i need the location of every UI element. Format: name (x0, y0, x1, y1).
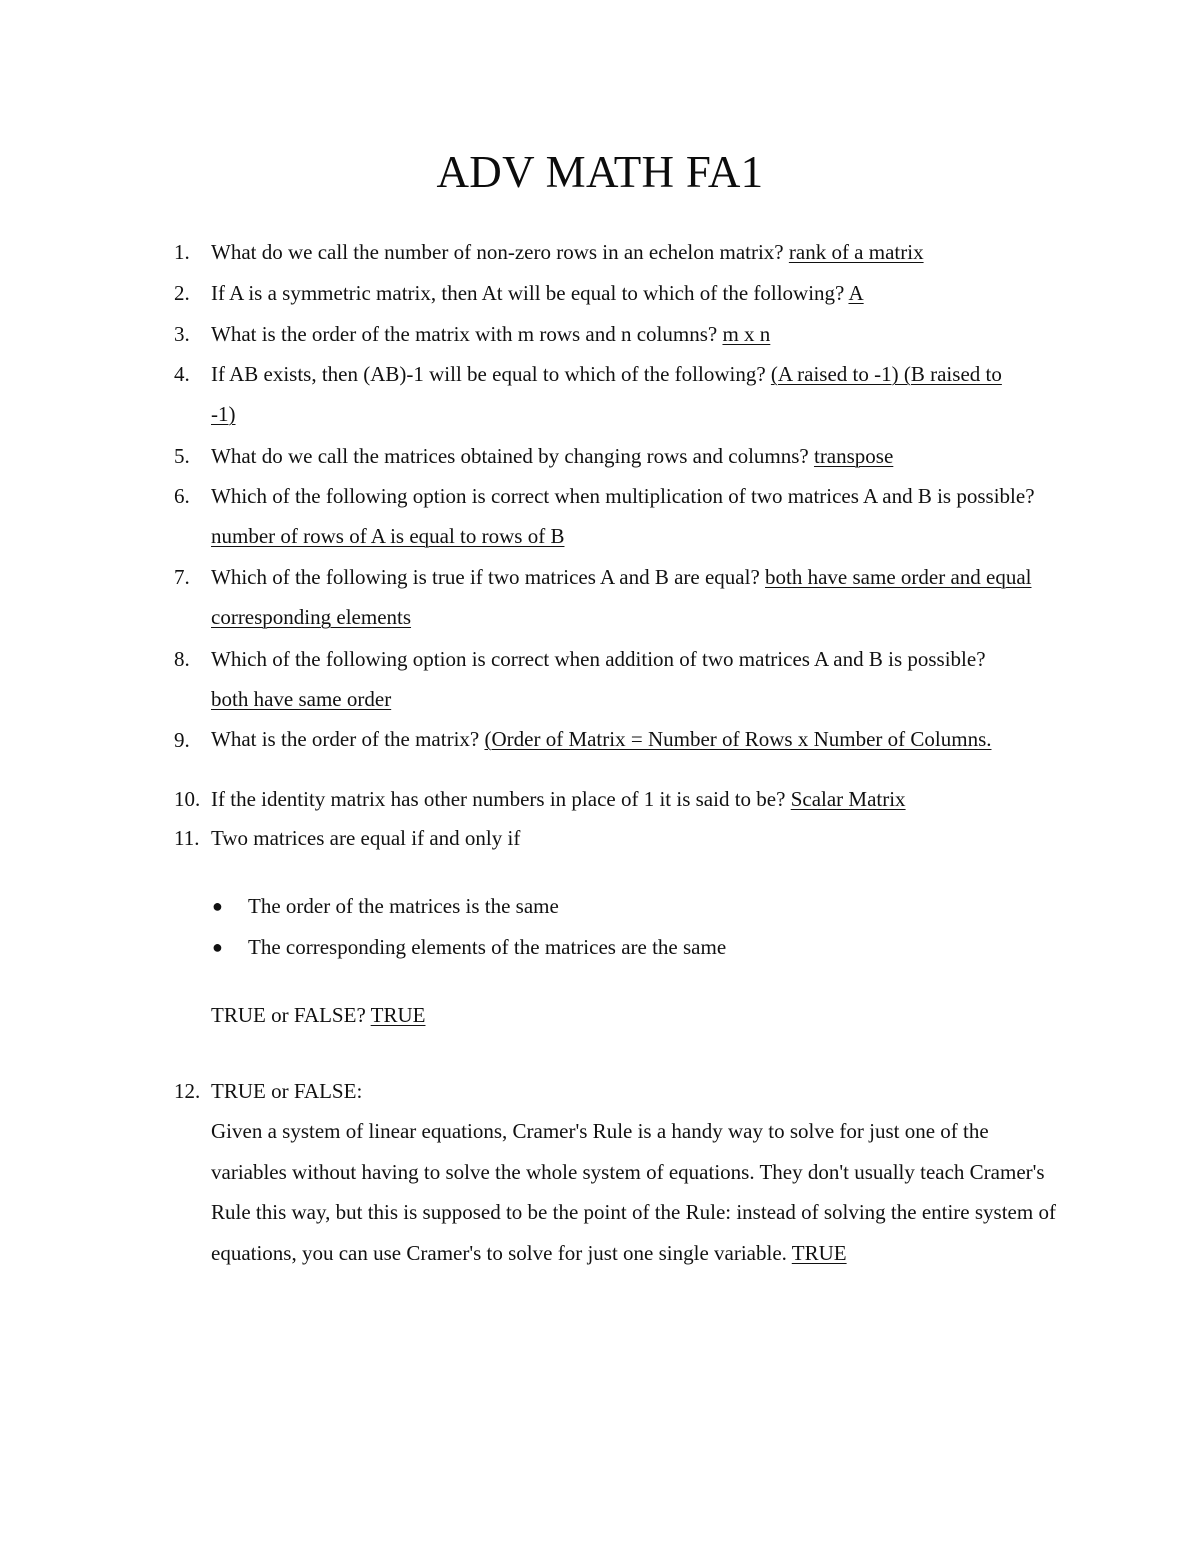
question-text: Which of the following option is correct when multiplication of two matrices A and B is possible? (211, 484, 1035, 508)
answer-text: (A raised to -1) (B raised to -1) (211, 362, 1002, 426)
bullet-icon: ● (212, 896, 223, 916)
question-text: If A is a symmetric matrix, then At will be equal to which of the following? (211, 281, 849, 305)
question-number: 4. (174, 362, 190, 386)
answer-text: rank of a matrix (788, 240, 924, 264)
question-heading: TRUE or FALSE: (211, 1079, 363, 1103)
answer-text: A (848, 281, 864, 305)
question-number: 6. (174, 484, 190, 508)
question-text: If the identity matrix has other numbers in place of 1 it is said to be? (211, 787, 791, 811)
question-text: If AB exists, then (AB)-1 will be equal to which of the following? (211, 362, 771, 386)
document-title: ADV MATH FA1 (436, 147, 764, 197)
question-number: 11. (174, 826, 200, 850)
question-text: What do we call the matrices obtained by changing rows and columns? (211, 444, 814, 468)
question-number: 5. (174, 444, 190, 468)
answer-text: TRUE (370, 1003, 426, 1027)
answer-text: transpose (813, 444, 894, 468)
paragraph-text: Given a system of linear equations, Cramer's Rule is a handy way to solve for just one of the variables without having to solve the whole system of equations. They don't usually teach Cramer's Rule this way, but this is supposed to be the point of the Rule: instead of solving the entire system of equations, you can use Cramer's to solve for just one single variable. (211, 1119, 1056, 1265)
question-text: What do we call the number of non-zero rows in an echelon matrix? (211, 240, 789, 264)
question-text: TRUE or FALSE? (211, 1003, 371, 1027)
bullet-icon: ● (212, 937, 223, 957)
question-number: 2. (174, 281, 190, 305)
question-number: 9. (174, 728, 190, 752)
question-text: Two matrices are equal if and only if (211, 826, 521, 850)
question-text: What is the order of the matrix? (211, 727, 485, 751)
bullet-text: The corresponding elements of the matrices are the same (248, 935, 727, 959)
question-number: 12. (174, 1079, 201, 1103)
answer-text: both have same order (211, 687, 392, 711)
answer-text: number of rows of A is equal to rows of B (211, 524, 565, 548)
question-text: Which of the following option is correct when addition of two matrices A and B is possible? (211, 647, 986, 671)
question-number: 3. (174, 322, 190, 346)
question-number: 1. (174, 240, 190, 264)
question-number: 7. (174, 565, 190, 589)
question-text: What is the order of the matrix with m rows and n columns? (211, 322, 723, 346)
bullet-text: The order of the matrices is the same (248, 894, 559, 918)
answer-text: (Order of Matrix = Number of Rows x Number of Columns. (484, 727, 992, 751)
answer-text: Scalar Matrix (790, 787, 906, 811)
answer-text: m x n (722, 322, 771, 346)
question-12-body (211, 1111, 1061, 1273)
question-number: 10. (174, 787, 201, 811)
answer-text: TRUE (791, 1240, 847, 1265)
question-number: 8. (174, 647, 190, 671)
question-text: Which of the following is true if two matrices A and B are equal? (211, 565, 766, 589)
answer-text: both have same order and equal corresponding elements (211, 565, 1032, 629)
question-11-true-false (211, 995, 425, 1035)
